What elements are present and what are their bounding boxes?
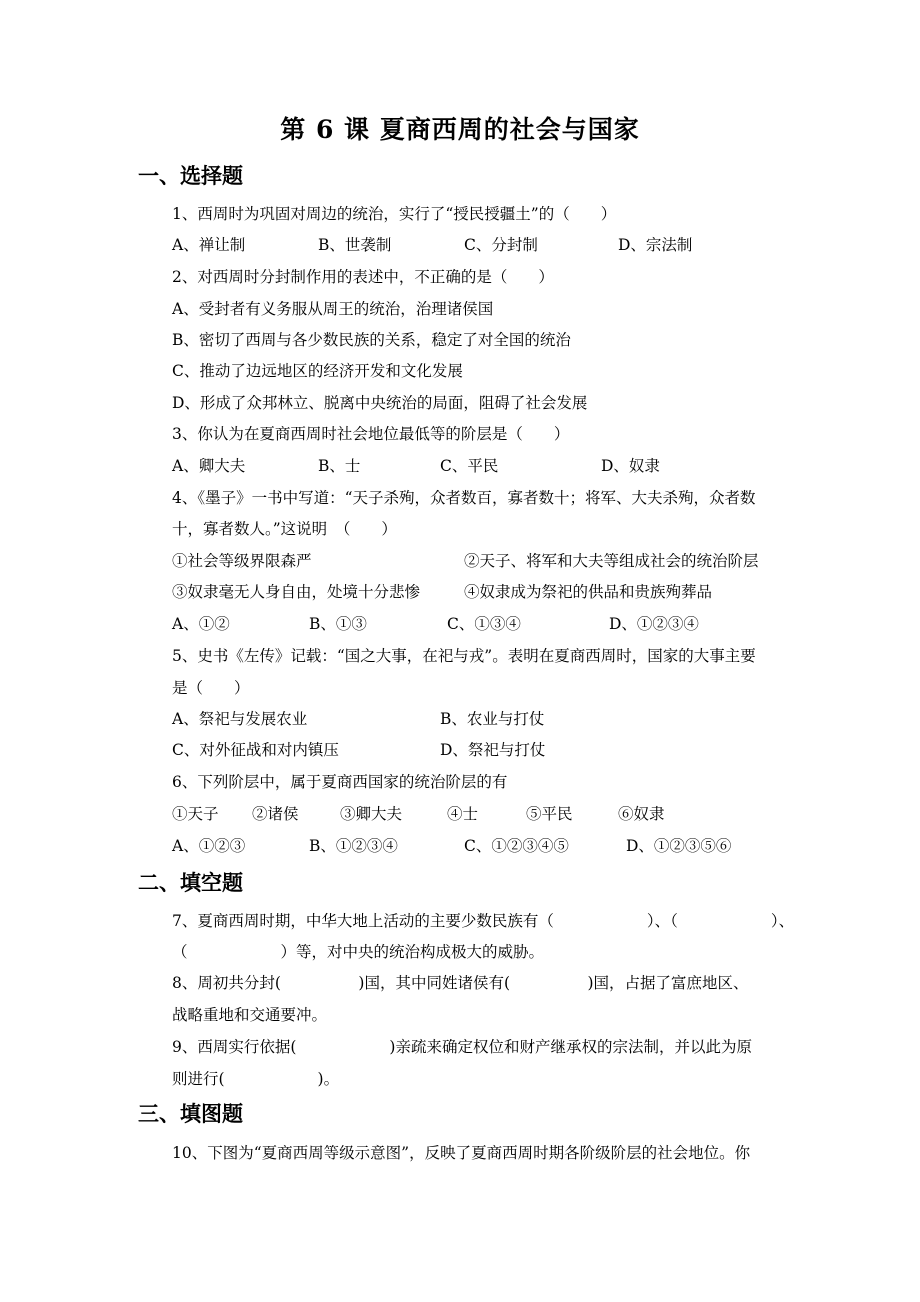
q4-option-b: B、①③ [309,615,367,633]
q4-option-d: D、①②③④ [609,615,699,633]
q1-option-c: C、分封制 [464,236,538,254]
q1-option-d: D、宗法制 [618,236,693,254]
q3-option-b: B、士 [318,457,361,475]
q2-option-a: A、受封者有义务服从周王的统治，治理诸侯国 [172,300,494,318]
section-heading-choice: 一、选择题 [138,163,243,188]
q5-option-a: A、祭祀与发展农业 [172,710,308,728]
q6-item-2: ②诸侯 [252,805,299,823]
question-5-stem-line1: 5、史书《左传》记载：“国之大事，在祀与戎”。表明在夏商西周时，国家的大事主要 [172,647,756,665]
question-5-stem-line2: 是（ ） [172,679,250,697]
q2-option-c: C、推动了边远地区的经济开发和文化发展 [172,362,463,380]
q6-item-5: ⑤平民 [526,805,573,823]
question-3-stem: 3、你认为在夏商西周时社会地位最低等的阶层是（ ） [172,425,570,443]
q2-option-d: D、形成了众邦林立、脱离中央统治的局面，阻碍了社会发展 [172,394,588,412]
q1-option-b: B、世袭制 [318,236,392,254]
question-7-line1: 7、夏商西周时期，中华大地上活动的主要少数民族有（ ）、（ ）、 [172,912,795,930]
q6-option-d: D、①②③⑤⑥ [626,837,732,855]
q6-option-a: A、①②③ [172,837,246,855]
question-4-stem-line2: 十，寡者数人。”这说明 （ ） [172,520,397,538]
q3-option-a: A、卿大夫 [172,457,246,475]
q6-item-3: ③卿大夫 [340,805,403,823]
q6-option-b: B、①②③④ [309,837,398,855]
q4-statement-3: ③奴隶毫无人身自由，处境十分悲惨 [172,583,421,601]
q1-option-a: A、禅让制 [172,236,246,254]
q3-option-d: D、奴隶 [601,457,660,475]
section-heading-map: 三、填图题 [138,1101,243,1126]
question-9-line2: 则进行( )。 [172,1070,340,1088]
section-heading-fill: 二、填空题 [138,870,243,895]
q4-statement-1: ①社会等级界限森严 [172,552,312,570]
question-1-stem: 1、西周时为巩固对周边的统治，实行了“授民授疆土”的（ ） [172,205,617,223]
q5-option-b: B、农业与打仗 [440,710,545,728]
q3-option-c: C、平民 [440,457,499,475]
question-8-line1: 8、周初共分封( )国，其中同姓诸侯有( )国，占据了富庶地区、 [172,974,749,992]
q6-item-4: ④士 [447,805,479,823]
page-title: 第 6 课 夏商西周的社会与国家 [280,115,640,144]
question-8-line2: 战略重地和交通要冲。 [172,1006,328,1024]
question-6-stem: 6、下列阶层中，属于夏商西国家的统治阶层的有 [172,773,508,791]
q4-statement-2: ②天子、将军和大夫等组成社会的统治阶层 [464,552,759,570]
question-7-line2: （ ）等，对中央的统治构成极大的威胁。 [172,943,545,961]
question-9-line1: 9、西周实行依据( )亲疏来确定权位和财产继承权的宗法制，并以此为原 [172,1038,752,1056]
q6-item-6: ⑥奴隶 [618,805,665,823]
question-4-stem-line1: 4、《墨子》一书中写道：“天子杀殉，众者数百，寡者数十；将军、大夫杀殉，众者数 [172,489,756,507]
q5-option-d: D、祭祀与打仗 [440,741,546,759]
q6-option-c: C、①②③④⑤ [464,837,569,855]
q4-statement-4: ④奴隶成为祭祀的供品和贵族殉葬品 [464,583,713,601]
q5-option-c: C、对外征战和对内镇压 [172,741,339,759]
question-2-stem: 2、对西周时分封制作用的表述中，不正确的是（ ） [172,268,554,286]
q4-option-a: A、①② [172,615,230,633]
question-10-line1: 10、下图为“夏商西周等级示意图”，反映了夏商西周时期各阶级阶层的社会地位。你 [172,1144,751,1162]
q2-option-b: B、密切了西周与各少数民族的关系，稳定了对全国的统治 [172,331,571,349]
q6-item-1: ①天子 [172,805,219,823]
q4-option-c: C、①③④ [447,615,521,633]
